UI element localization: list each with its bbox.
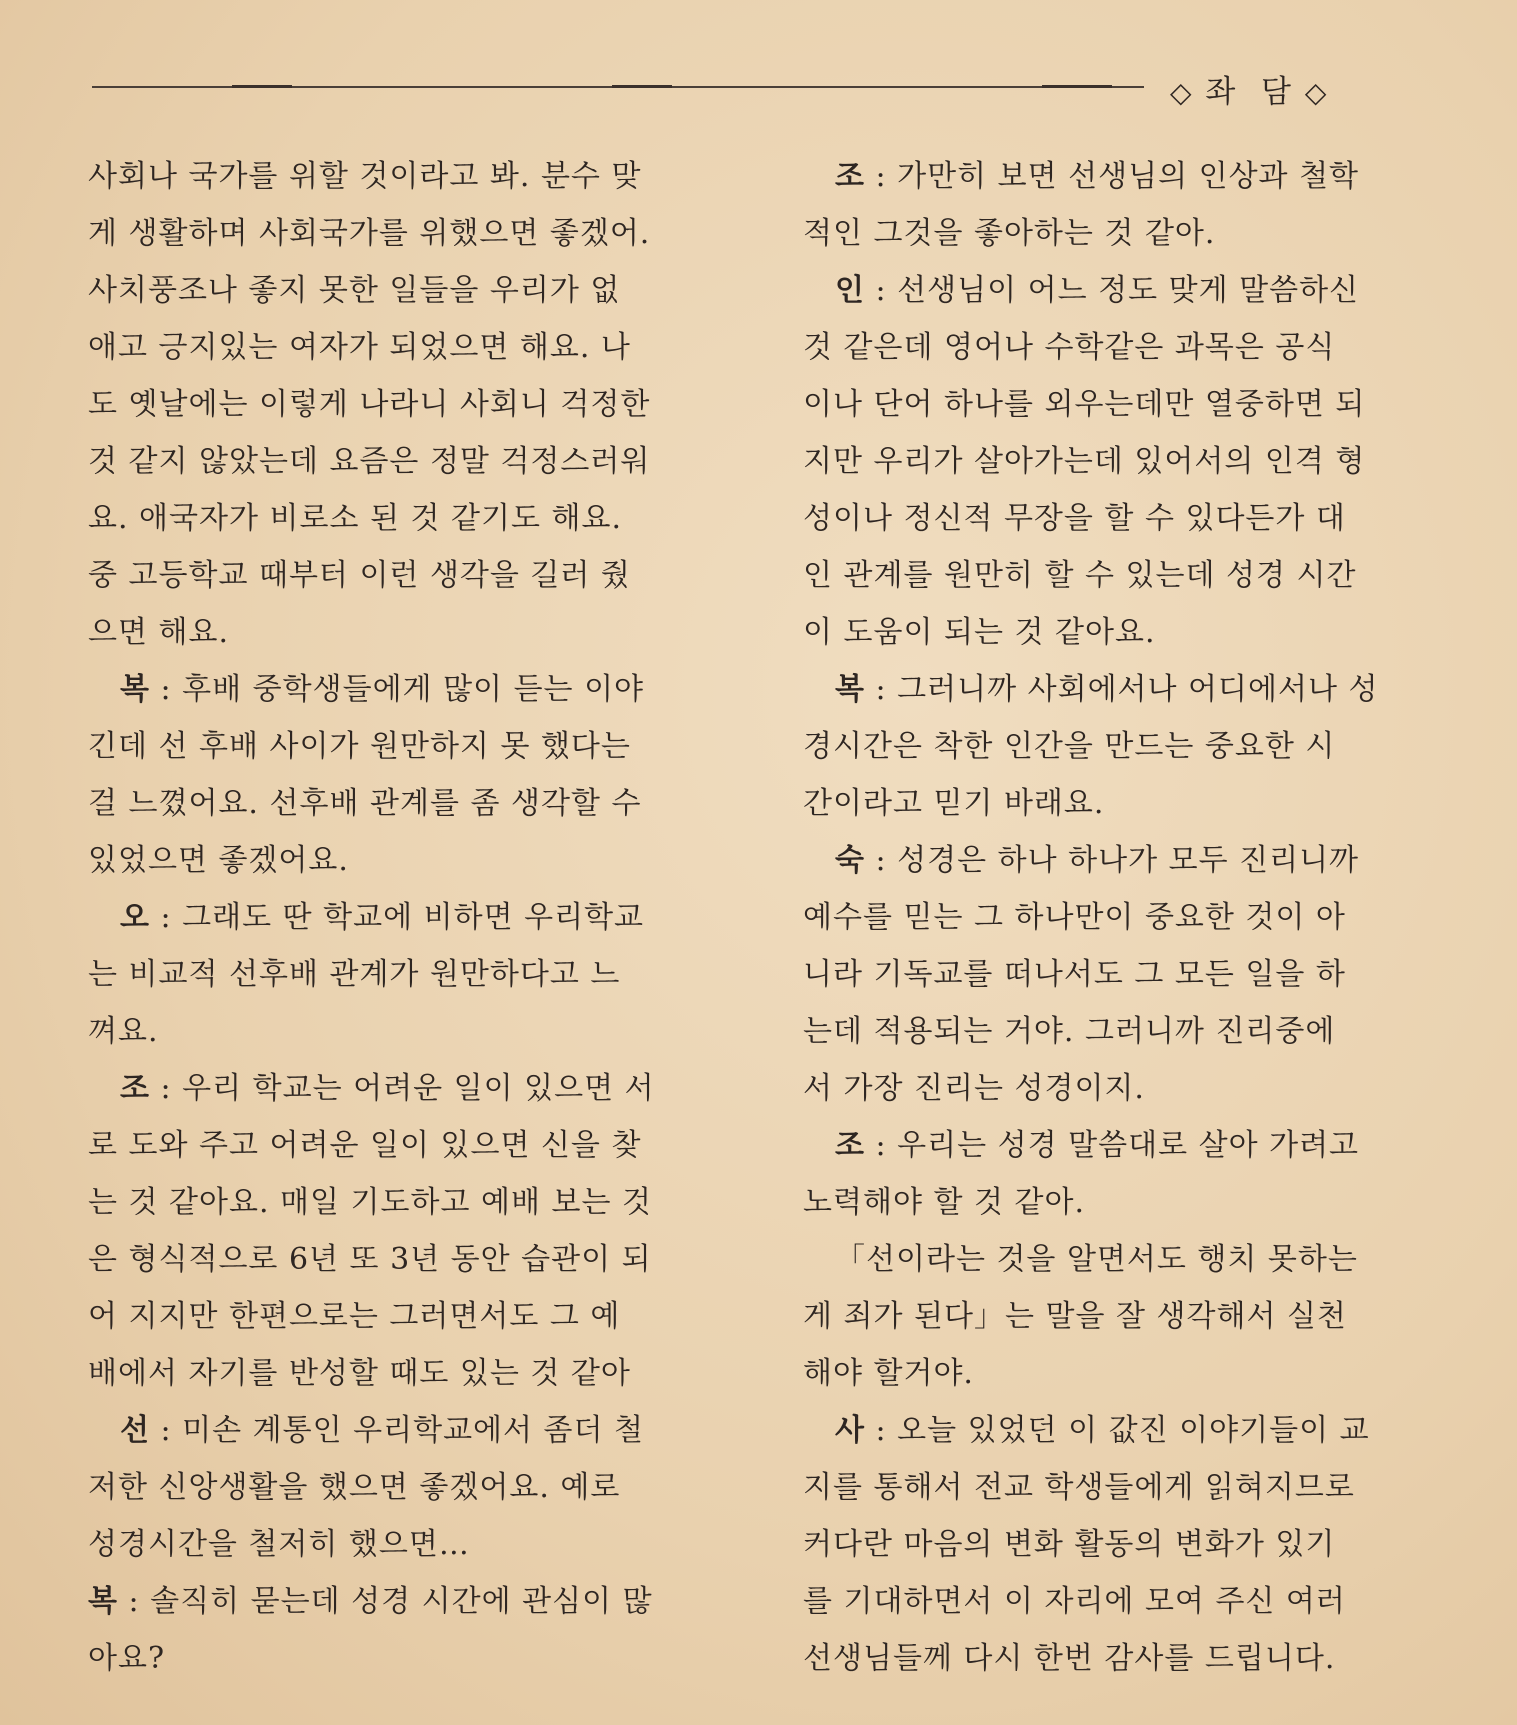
text-line [803, 946, 1443, 1003]
line-text: 긴데 선 후배 사이가 원만하지 못 했다는 [88, 729, 631, 764]
text-line [803, 718, 1443, 775]
text-line [803, 1402, 1443, 1459]
text-line [803, 376, 1443, 433]
text-line [88, 1630, 728, 1687]
line-text: : 우리는 성경 말씀대로 살아 가려고 [864, 1128, 1360, 1163]
line-text: 이나 단어 하나를 외우는데만 열중하면 되 [803, 387, 1366, 422]
text-line [88, 1117, 728, 1174]
text-line [803, 148, 1443, 205]
speaker-label: 조 [835, 159, 865, 194]
text-line [88, 1288, 728, 1345]
text-line [88, 1060, 728, 1117]
line-text: 적인 그것을 좋아하는 것 같아. [803, 216, 1216, 251]
speaker-label: 오 [120, 900, 150, 935]
line-text: : 그래도 딴 학교에 비하면 우리학교 [149, 900, 645, 935]
speaker-label: 조 [835, 1128, 865, 1163]
line-text: 것 같지 않았는데 요즘은 정말 걱정스러워 [88, 444, 651, 479]
line-text: 성경시간을 철저히 했으면… [88, 1527, 470, 1562]
line-text: 를 기대하면서 이 자리에 모여 주신 여러 [803, 1584, 1346, 1619]
header-rule [92, 86, 1144, 88]
text-line [88, 547, 728, 604]
text-line [803, 1003, 1443, 1060]
text-line [803, 661, 1443, 718]
speaker-label: 복 [88, 1584, 118, 1619]
line-text: 커다란 마음의 변화 활동의 변화가 있기 [803, 1527, 1336, 1562]
line-text: 로 도와 주고 어려운 일이 있으면 신을 찾 [88, 1128, 642, 1163]
rule-dash [232, 85, 292, 88]
text-line [803, 1174, 1443, 1231]
line-text: : 선생님이 어느 정도 맞게 말씀하신 [864, 273, 1360, 308]
line-text: 사회나 국가를 위할 것이라고 봐. 분수 맞 [88, 159, 642, 194]
line-text: 해야 할거야. [803, 1356, 974, 1391]
text-line [803, 1060, 1443, 1117]
speaker-label: 인 [835, 273, 865, 308]
line-text: 서 가장 진리는 성경이지. [803, 1071, 1145, 1106]
text-line [88, 1459, 728, 1516]
text-line [88, 889, 728, 946]
text-line [88, 1231, 728, 1288]
text-line [88, 946, 728, 1003]
line-text: 노력해야 할 것 같아. [803, 1185, 1085, 1220]
line-text: 「선이라는 것을 알면서도 행치 못하는 [835, 1242, 1358, 1277]
text-line [88, 319, 728, 376]
line-text: 지만 우리가 살아가는데 있어서의 인격 형 [803, 444, 1366, 479]
text-line [88, 832, 728, 889]
text-line [88, 1573, 728, 1630]
text-line [88, 1402, 728, 1459]
text-line [88, 1345, 728, 1402]
text-line [803, 1573, 1443, 1630]
line-text: 는 비교적 선후배 관계가 원만하다고 느 [88, 957, 621, 992]
line-text: : 성경은 하나 하나가 모두 진리니까 [864, 843, 1360, 878]
line-text: 인 관계를 원만히 할 수 있는데 성경 시간 [803, 558, 1357, 593]
line-text: 사치풍조나 좋지 못한 일들을 우리가 없 [88, 273, 621, 308]
line-text: 중 고등학교 때부터 이런 생각을 길러 줬 [88, 558, 631, 593]
text-line [88, 205, 728, 262]
text-line [803, 1345, 1443, 1402]
line-text: : 그러니까 사회에서나 어디에서나 성 [864, 672, 1379, 707]
text-line [803, 1288, 1443, 1345]
text-line [88, 433, 728, 490]
line-text: : 우리 학교는 어려운 일이 있으면 서 [149, 1071, 655, 1106]
line-text: : 오늘 있었던 이 값진 이야기들이 교 [864, 1413, 1370, 1448]
line-text: 저한 신앙생활을 했으면 좋겠어요. 예로 [88, 1470, 621, 1505]
text-line [803, 205, 1443, 262]
line-text: 경시간은 착한 인간을 만드는 중요한 시 [803, 729, 1336, 764]
text-line [803, 889, 1443, 946]
line-text: 껴요. [88, 1014, 159, 1049]
line-text: 은 형식적으로 6년 또 3년 동안 습관이 되 [88, 1242, 652, 1277]
diamond-icon: ◇ [1304, 76, 1329, 109]
line-text: : 가만히 보면 선생님의 인상과 철학 [864, 159, 1360, 194]
speaker-label: 숙 [835, 843, 865, 878]
speaker-label: 복 [835, 672, 865, 707]
text-line [803, 547, 1443, 604]
line-text: 예수를 믿는 그 하나만이 중요한 것이 아 [803, 900, 1346, 935]
text-line [803, 775, 1443, 832]
text-line [88, 148, 728, 205]
text-line [88, 376, 728, 433]
speaker-label: 복 [120, 672, 150, 707]
speaker-label: 조 [120, 1071, 150, 1106]
text-line [803, 262, 1443, 319]
line-text: 게 죄가 된다」는 말을 잘 생각해서 실천 [803, 1299, 1347, 1334]
line-text: 성이나 정신적 무장을 할 수 있다든가 대 [803, 501, 1346, 536]
text-line [88, 1003, 728, 1060]
text-line [88, 604, 728, 661]
left-column [88, 148, 728, 1687]
line-text: 게 생활하며 사회국가를 위했으면 좋겠어. [88, 216, 651, 251]
line-text: 니라 기독교를 떠나서도 그 모든 일을 하 [803, 957, 1346, 992]
speaker-label: 사 [835, 1413, 865, 1448]
text-line [803, 490, 1443, 547]
line-text: 지를 통해서 전교 학생들에게 읽혀지므로 [803, 1470, 1355, 1505]
text-line [88, 262, 728, 319]
text-line [803, 604, 1443, 661]
line-text: 으면 해요. [88, 615, 229, 650]
text-line [803, 832, 1443, 889]
text-line [88, 490, 728, 547]
text-line [803, 319, 1443, 376]
line-text: 도 옛날에는 이렇게 나라니 사회니 걱정한 [88, 387, 651, 422]
rule-dash [612, 85, 672, 88]
speaker-label: 선 [120, 1413, 150, 1448]
rule-dash [1042, 85, 1112, 88]
line-text: 이 도움이 되는 것 같아요. [803, 615, 1156, 650]
text-line [88, 1174, 728, 1231]
text-line [803, 1459, 1443, 1516]
line-text: 간이라고 믿기 바래요. [803, 786, 1105, 821]
line-text: : 솔직히 묻는데 성경 시간에 관심이 많 [117, 1584, 653, 1619]
text-line [803, 1630, 1443, 1687]
line-text: 선생님들께 다시 한번 감사를 드립니다. [803, 1641, 1336, 1676]
line-text: 는 것 같아요. 매일 기도하고 예배 보는 것 [88, 1185, 652, 1220]
section-title [1170, 66, 1420, 110]
text-line [88, 718, 728, 775]
diamond-icon: ◇ [1170, 76, 1194, 109]
line-text: 있었으면 좋겠어요. [88, 843, 349, 878]
text-line [88, 1516, 728, 1573]
line-text: : 미손 계통인 우리학교에서 좀더 철 [149, 1413, 645, 1448]
line-text: 어 지지만 한편으로는 그러면서도 그 예 [88, 1299, 621, 1334]
text-line [88, 775, 728, 832]
line-text: 걸 느꼈어요. 선후배 관계를 좀 생각할 수 [88, 786, 642, 821]
line-text: 요. 애국자가 비로소 된 것 같기도 해요. [88, 501, 622, 536]
text-line [803, 1231, 1443, 1288]
line-text: 는데 적용되는 거야. 그러니까 진리중에 [803, 1014, 1336, 1049]
line-text: 것 같은데 영어나 수학같은 과목은 공식 [803, 330, 1336, 365]
line-text: 애고 긍지있는 여자가 되었으면 해요. 나 [88, 330, 631, 365]
line-text: : 후배 중학생들에게 많이 듣는 이야 [149, 672, 645, 707]
line-text: 아요? [88, 1641, 166, 1676]
text-line [88, 661, 728, 718]
text-line [803, 1117, 1443, 1174]
section-title-text: 좌 담 [1205, 74, 1294, 110]
line-text: 배에서 자기를 반성할 때도 있는 것 같아 [88, 1356, 631, 1391]
right-column [803, 148, 1443, 1687]
text-line [803, 1516, 1443, 1573]
text-line [803, 433, 1443, 490]
